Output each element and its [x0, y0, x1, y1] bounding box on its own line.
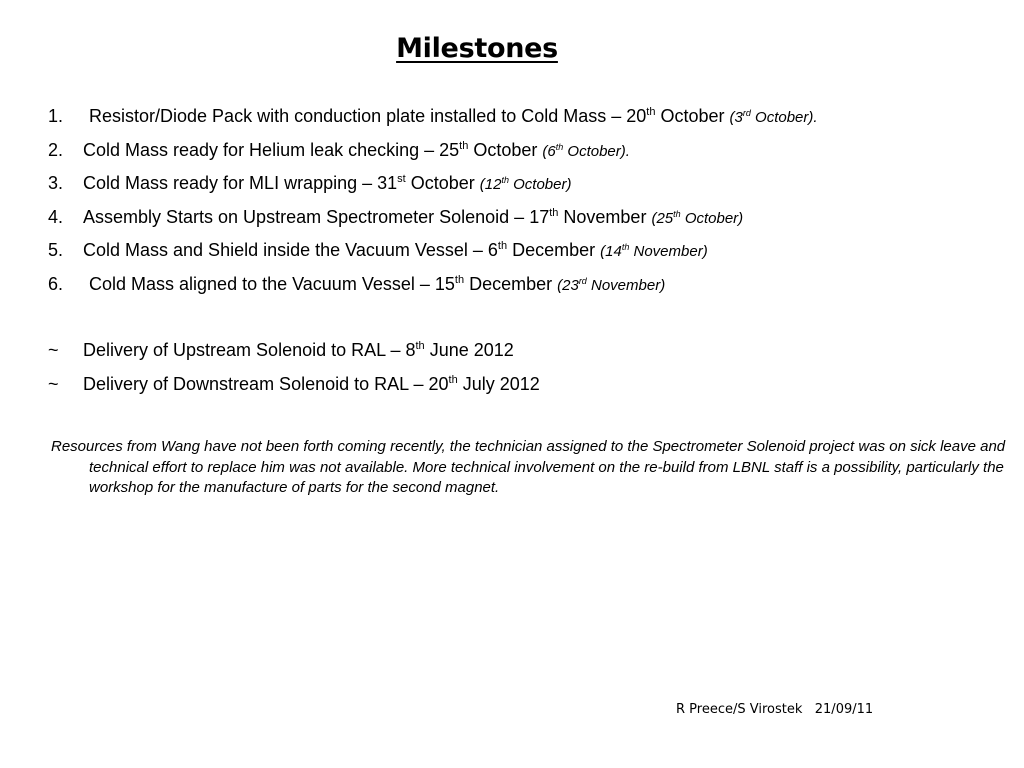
milestone-text: Cold Mass ready for MLI wrapping – 31st October (12th October): [83, 173, 572, 193]
page-title: Milestones: [396, 33, 558, 64]
delivery-text: Delivery of Downstream Solenoid to RAL – 20th July 2012: [83, 373, 540, 394]
milestone-note: (23rd November): [557, 275, 666, 294]
milestone-note: (12th October): [479, 175, 572, 193]
list-marker: ~: [48, 340, 59, 360]
milestone-text: Cold Mass ready for Helium leak checking – 25th October (6th October).: [83, 139, 630, 160]
milestone-text: Cold Mass aligned to the Vacuum Vessel – 15th December (23rd November): [89, 273, 666, 294]
milestone-text: Resistor/Diode Pack with conduction plate installed to Cold Mass – 20th October (3rd October).: [89, 106, 818, 126]
list-number: 4.: [48, 206, 64, 227]
list-number: 5.: [48, 240, 64, 260]
list-number: 1.: [48, 106, 64, 126]
list-number: 2.: [48, 139, 64, 160]
milestone-note: (14th November): [600, 242, 708, 260]
milestone-note: (3rd October).: [729, 108, 818, 126]
footer-credit: R Preece/S Virostek 21/09/11: [676, 702, 874, 717]
milestone-note: (6th October).: [542, 141, 630, 160]
list-number: 6.: [48, 273, 64, 294]
list-marker: ~: [48, 373, 59, 394]
milestone-note: (25th October): [651, 208, 744, 227]
resources-note: Resources from Wang have not been forth coming recently, the technician assigned to the Spectrometer Solenoid project was on sick leave and technical effort to replace him was not available. More technical involvement on the re-build from LBNL staff is a possibility, particularly the workshop for the manufacture of parts for the second magnet.: [51, 438, 1006, 496]
milestone-text: Assembly Starts on Upstream Spectrometer Solenoid – 17th November (25th October): [83, 206, 744, 227]
milestone-text: Cold Mass and Shield inside the Vacuum Vessel – 6th December (14th November): [83, 240, 708, 260]
delivery-text: Delivery of Upstream Solenoid to RAL – 8th June 2012: [83, 340, 514, 360]
list-number: 3.: [48, 173, 64, 193]
